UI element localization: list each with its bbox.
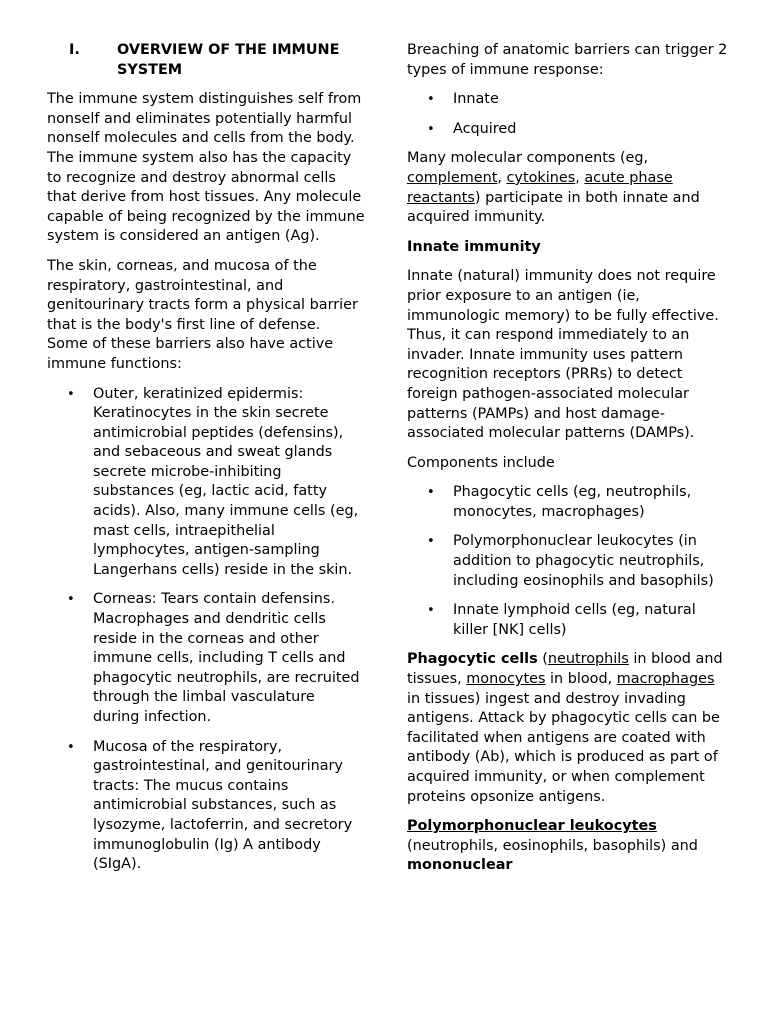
- section-number: I.: [69, 42, 80, 58]
- list-item: • Innate lymphoid cells (eg, natural killer [NK] cells): [407, 601, 729, 640]
- innate-immunity-heading: Innate immunity: [407, 238, 541, 255]
- left-column: [47, 41, 365, 885]
- polymorphonuclear-paragraph: Polymorphonuclear leukocytes (neutrophils, eosinophils, basophils) and mononuclear: [407, 818, 698, 874]
- complement-link[interactable]: complement: [407, 169, 498, 186]
- macrophages-link[interactable]: macrophages: [616, 671, 715, 688]
- barriers-paragraph: The skin, corneas, and mucosa of the respiratory, gastrointestinal, and genitourinary tracts form a physical barrier that is the body's first line of defense. Some of these barriers also have active immune functions:: [47, 257, 358, 372]
- barrier-list: [47, 385, 365, 875]
- section-heading: [47, 41, 365, 80]
- list-item: • Phagocytic cells (eg, neutrophils, monocytes, macrophages): [407, 483, 729, 522]
- list-item: • Corneas: Tears contain defensins. Macrophages and dendritic cells reside in the corneas and other immune cells, including T cells and phagocytic neutrophils, are recruited through the limbal vasculature during infection.: [47, 590, 365, 727]
- polymorphonuclear-leukocytes-link[interactable]: Polymorphonuclear leukocytes: [407, 818, 657, 835]
- neutrophils-link[interactable]: neutrophils: [547, 651, 629, 668]
- list-item: • Acquired: [407, 120, 729, 140]
- overview-paragraph: The immune system distinguishes self from nonself and eliminates potentially harmful nonself molecules and cells from the body. The immune system also has the capacity to recognize and destroy abnormal cells that derive from host tissues. Any molecule capable of being recognized by the immune system is considered an antigen (Ag).: [47, 91, 365, 245]
- section-title: OVERVIEW OF THE IMMUNE SYSTEM: [117, 42, 340, 78]
- monocytes-link[interactable]: monocytes: [466, 671, 546, 688]
- components-list: [407, 483, 729, 640]
- innate-paragraph: Innate (natural) immunity does not require prior exposure to an antigen (ie, immunologic memory) to be fully effective. Thus, it can respond immediately to an invader. Innate immunity uses pattern recognition receptors (PRRs) to detect foreign pathogen-associated molecular patterns (PAMPs) and host damage-associated molecular patterns (DAMPs).: [407, 268, 719, 442]
- acute-phase-reactants-link[interactable]: acute phase reactants: [407, 169, 673, 206]
- list-item: • Outer, keratinized epidermis: Keratinocytes in the skin secrete antimicrobial peptides (defensins), and sebaceous and sweat glands secrete microbe-inhibiting substances (eg, lactic acid, fatty acids). Also, many immune cells (eg, mast cells, intraepithelial lymphocytes, antigen-sampling Langerhans cells) reside in the skin.: [47, 385, 365, 581]
- right-column: [407, 41, 729, 886]
- molecular-components-paragraph: Many molecular components (eg, complement, cytokines, acute phase reactants) participate in both innate and acquired immunity.: [407, 150, 700, 226]
- list-item: • Innate: [407, 90, 729, 110]
- phagocytic-paragraph: Phagocytic cells (neutrophils in blood and tissues, monocytes in blood, macrophages in tissues) ingest and destroy invading antigens. Attack by phagocytic cells can be facilitated when antigens are coated with antibody (Ab), which is produced as part of acquired immunity, or when complement proteins opsonize antigens.: [407, 651, 723, 805]
- components-intro: Components include: [407, 454, 555, 471]
- list-item: • Mucosa of the respiratory, gastrointestinal, and genitourinary tracts: The mucus contains antimicrobial substances, such as lysozyme, lactoferrin, and secretory immunoglobulin (Ig) A antibody (SIgA).: [47, 738, 365, 875]
- response-type-list: [407, 90, 729, 139]
- breach-paragraph: Breaching of anatomic barriers can trigger 2 types of immune response:: [407, 42, 728, 78]
- list-item: • Polymorphonuclear leukocytes (in addition to phagocytic neutrophils, including eosinophils and basophils): [407, 532, 729, 591]
- cytokines-link[interactable]: cytokines: [506, 169, 576, 186]
